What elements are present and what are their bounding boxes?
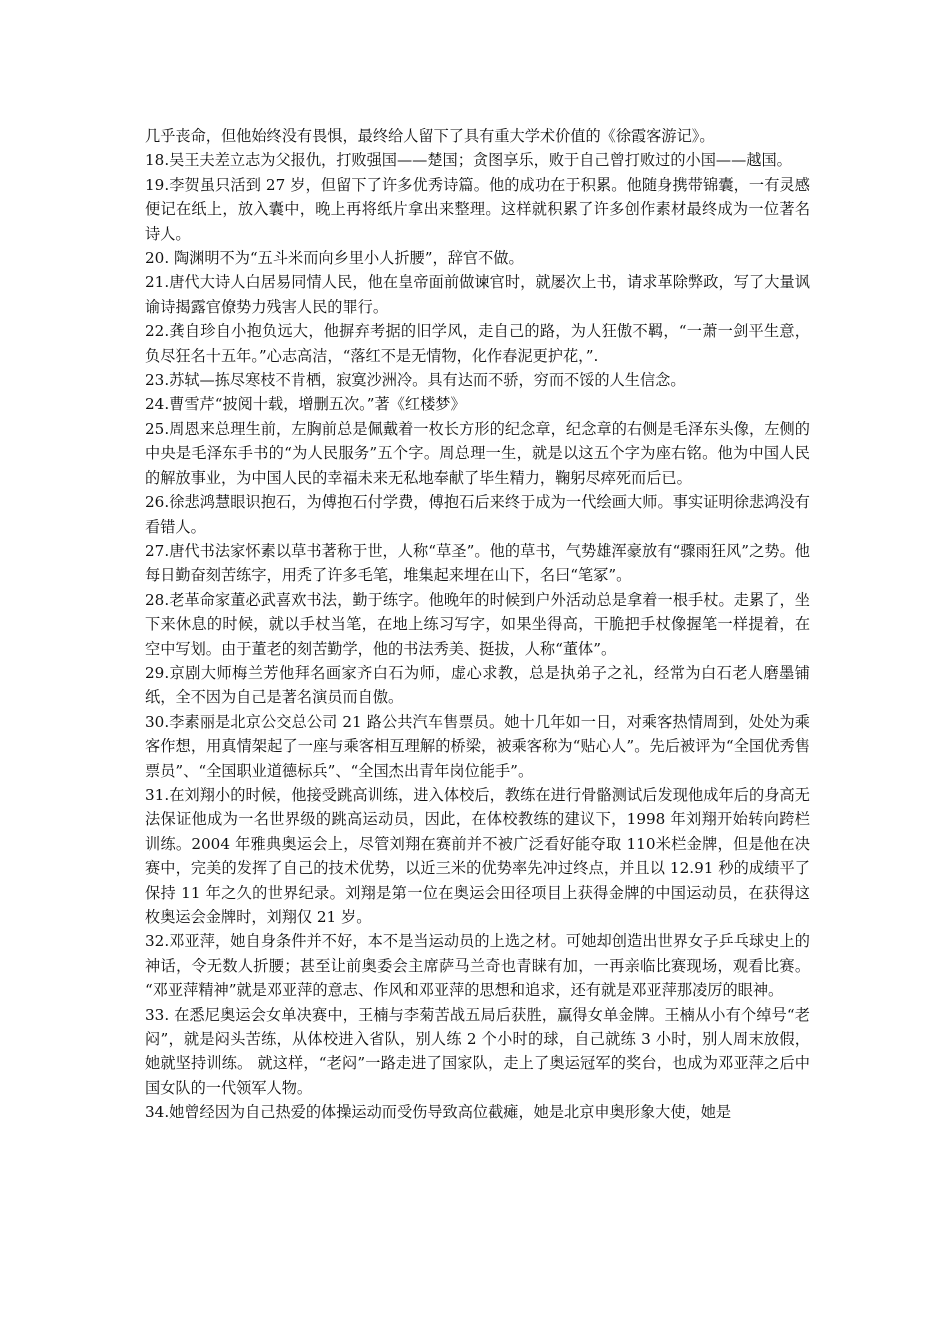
paragraph-34: 34.她曾经因为自己热爱的体操运动而受伤导致高位截瘫，她是北京申奥形象大使，她是 (145, 1103, 732, 1122)
paragraph-29: 29.京剧大师梅兰芳他拜名画家齐白石为师，虚心求教，总是执弟子之礼，经常为白石老人磨墨铺纸，全不因为自己是著名演员而自傲。 (145, 663, 810, 707)
paragraph-27: 27.唐代书法家怀素以草书著称于世，人称“草圣”。他的草书，气势雄浑豪放有“骤雨狂风”之势。他每日勤奋刻苦练字，用秃了许多毛笔，堆集起来埋在山下，名曰“笔冢”。 (145, 541, 810, 585)
paragraph-18: 18.吴王夫差立志为父报仇，打败强国——楚国；贪图享乐，败于自己曾打败过的小国——越国。 (145, 151, 792, 170)
paragraph-continuation: 几乎丧命，但他始终没有畏惧，最终给人留下了具有重大学术价值的《徐霞客游记》。 (145, 127, 715, 145)
document-page (145, 124, 810, 1125)
paragraph-25: 25.周恩来总理生前，左胸前总是佩戴着一枚长方形的纪念章，纪念章的右侧是毛泽东头像，左侧的中央是毛泽东手书的“为人民服务”五个字。周总理一生，就是以这五个字为座右铭。他为中国人民的解放事业，为中国人民的幸福未来无私地奉献了毕生精力，鞠躬尽瘁死而后已。 (145, 419, 810, 487)
paragraph-19: 19.李贺虽只活到 27 岁，但留下了许多优秀诗篇。他的成功在于积累。他随身携带锦囊，一有灵感便记在纸上，放入囊中，晚上再将纸片拿出来整理。这样就积累了许多创作素材最终成为一位著名诗人。 (145, 175, 810, 243)
paragraph-33: 33. 在悉尼奥运会女单决赛中，王楠与李菊苦战五局后获胜，赢得女单金牌。王楠从小有个绰号“老闷”，就是闷头苦练，从体校进入省队，别人练 2 个小时的球，自己就练 3 小时，别人周末放假，她就坚持训练。 就这样，“老闷”一路走进了国家队，走上了奥运冠军的奖台，也成为邓亚萍之后中国女队的一代领军人物。 (145, 1005, 810, 1097)
paragraph-30: 30.李素丽是北京公交总公司 21 路公共汽车售票员。她十几年如一日，对乘客热情周到，处处为乘客作想，用真情架起了一座与乘客相互理解的桥梁，被乘客称为“贴心人”。先后被评为“全国优秀售票员”、“全国职业道德标兵”、“全国杰出青年岗位能手”。 (145, 712, 810, 780)
paragraph-31: 31.在刘翔小的时候，他接受跳高训练，进入体校后，教练在进行骨骼测试后发现他成年后的身高无法保证他成为一名世界级的跳高运动员，因此，在体校教练的建议下，1998 年刘翔开始转向跨栏训练。2004 年雅典奥运会上，尽管刘翔在赛前并不被广泛看好能夺取 110米栏金牌，但是他在决赛中，完美的发挥了自己的技术优势，以近三米的优势率先冲过终点，并且以 12.91 秒的成绩平了保持 11 年之久的世界纪录。刘翔是第一位在奥运会田径项目上获得金牌的中国运动员，在获得这枚奥运会金牌时，刘翔仅 21 岁。 (145, 785, 810, 926)
paragraph-26: 26.徐悲鸿慧眼识抱石，为傅抱石付学费，傅抱石后来终于成为一代绘画大师。事实证明徐悲鸿没有看错人。 (145, 493, 810, 536)
paragraph-21: 21.唐代大诗人白居易同情人民，他在皇帝面前做谏官时，就屡次上书，请求革除弊政，写了大量讽谕诗揭露官僚势力残害人民的罪行。 (145, 273, 810, 316)
paragraph-22: 22.龚自珍自小抱负远大，他摒弃考据的旧学风，走自己的路，为人狂傲不羁，“一萧一剑平生意，负尽狂名十五年。”心志高洁，“落红不是无情物，化作春泥更护花，”. (145, 322, 810, 365)
paragraph-32: 32.邓亚萍，她自身条件并不好，本不是当运动员的上选之材。可她却创造出世界女子乒乓球史上的神话，令无数人折腰；甚至让前奥委会主席萨马兰奇也青睐有加，一再亲临比赛现场，观看比赛。 “邓亚萍精神”就是邓亚萍的意志、作风和邓亚萍的思想和追求，还有就是邓亚萍那凌厉的眼神。 (145, 932, 810, 1000)
paragraph-20: 20. 陶渊明不为“五斗米而向乡里小人折腰”，辞官不做。 (145, 249, 524, 268)
paragraph-23: 23.苏轼—拣尽寒枝不肯栖，寂寞沙洲冷。具有达而不骄，穷而不馁的人生信念。 (145, 371, 686, 390)
paragraph-24: 24.曹雪芹“披阅十载，增删五次。”著《红楼梦》 (145, 395, 466, 414)
paragraph-28: 28.老革命家董必武喜欢书法，勤于练字。他晚年的时候到户外活动总是拿着一根手杖。走累了，坐下来休息的时候，就以手杖当笔，在地上练习写字，如果坐得高，干脆把手杖像握笔一样提着，在空中写划。由于董老的刻苦勤学，他的书法秀美、挺拔，人称“董体”。 (145, 590, 810, 658)
